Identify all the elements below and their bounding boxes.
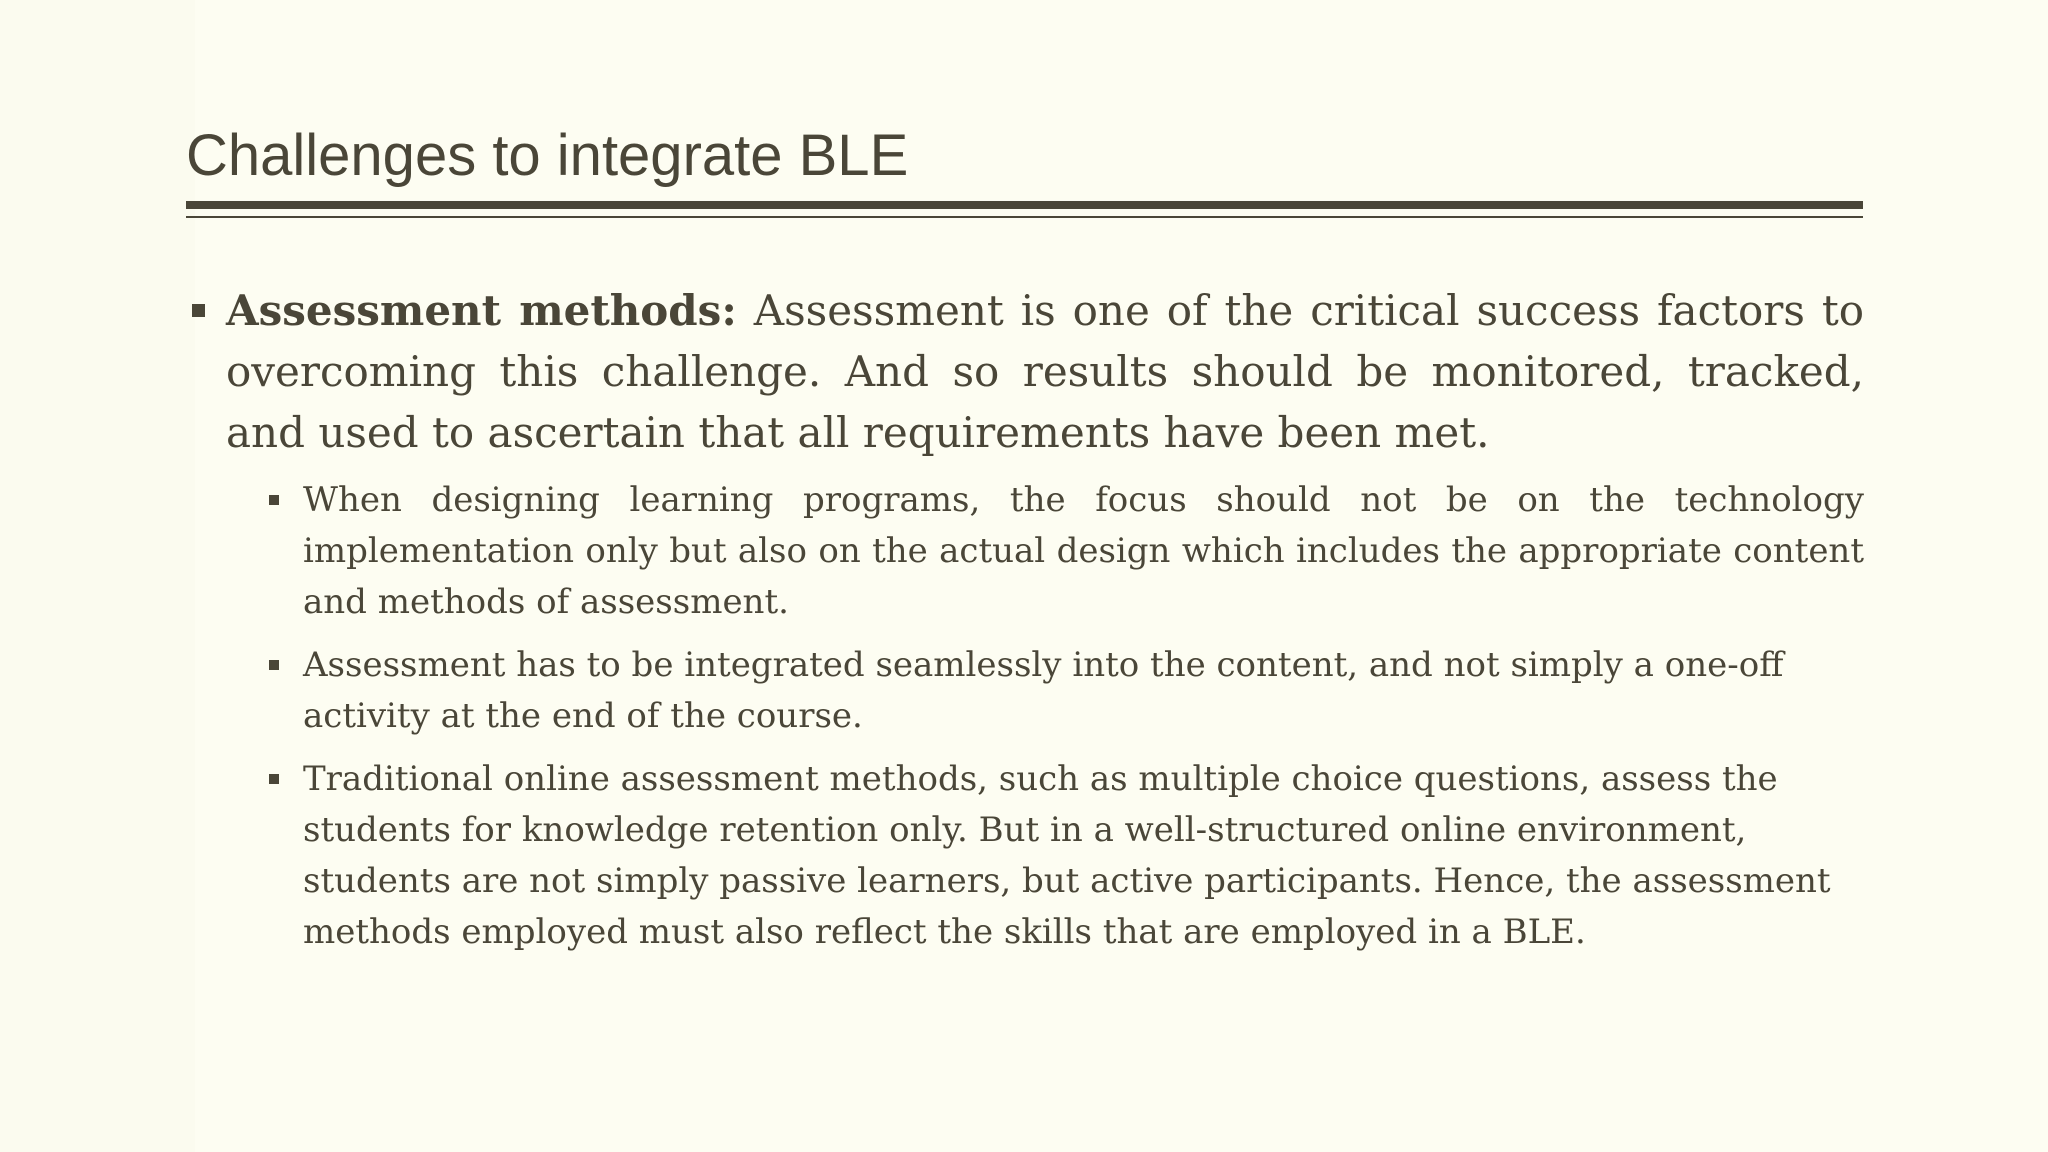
slide-title: Challenges to integrate BLE: [186, 123, 909, 188]
square-bullet-icon: [269, 774, 279, 784]
main-bullet-text: Assessment is one of the critical success factors to overcoming this challenge. And so results should be monitored, tracked, and used to ascertain that all requirements have been met.: [226, 286, 1864, 457]
sub-bullet-list: [186, 475, 1864, 958]
square-bullet-icon: [269, 660, 279, 670]
sub-bullet: [303, 640, 1864, 742]
main-bullet: [186, 280, 1864, 463]
sub-bullet: [303, 475, 1864, 628]
sub-bullet: [303, 754, 1864, 958]
square-bullet-icon: [269, 495, 279, 505]
title-rule-thick: [186, 201, 1863, 209]
main-bullet-lead: Assessment methods:: [226, 286, 737, 335]
sub-bullet-text: Assessment has to be integrated seamlessly into the content, and not simply a one-off activity at the end of the course.: [303, 645, 1784, 736]
sub-bullet-text: When designing learning programs, the focus should not be on the technology implementation only but also on the actual design which includes the appropriate content and methods of assessment.: [303, 480, 1864, 622]
slide-body: [186, 280, 1864, 970]
title-rule-thin: [186, 216, 1863, 218]
square-bullet-icon: [192, 304, 205, 317]
left-margin-shade: [0, 0, 195, 1152]
sub-bullet-text: Traditional online assessment methods, such as multiple choice questions, assess the students for knowledge retention only. But in a well-structured online environment, students are not simply passive learners, but active participants. Hence, the assessment methods employed must also reflect the skills that are employed in a BLE.: [303, 759, 1831, 952]
